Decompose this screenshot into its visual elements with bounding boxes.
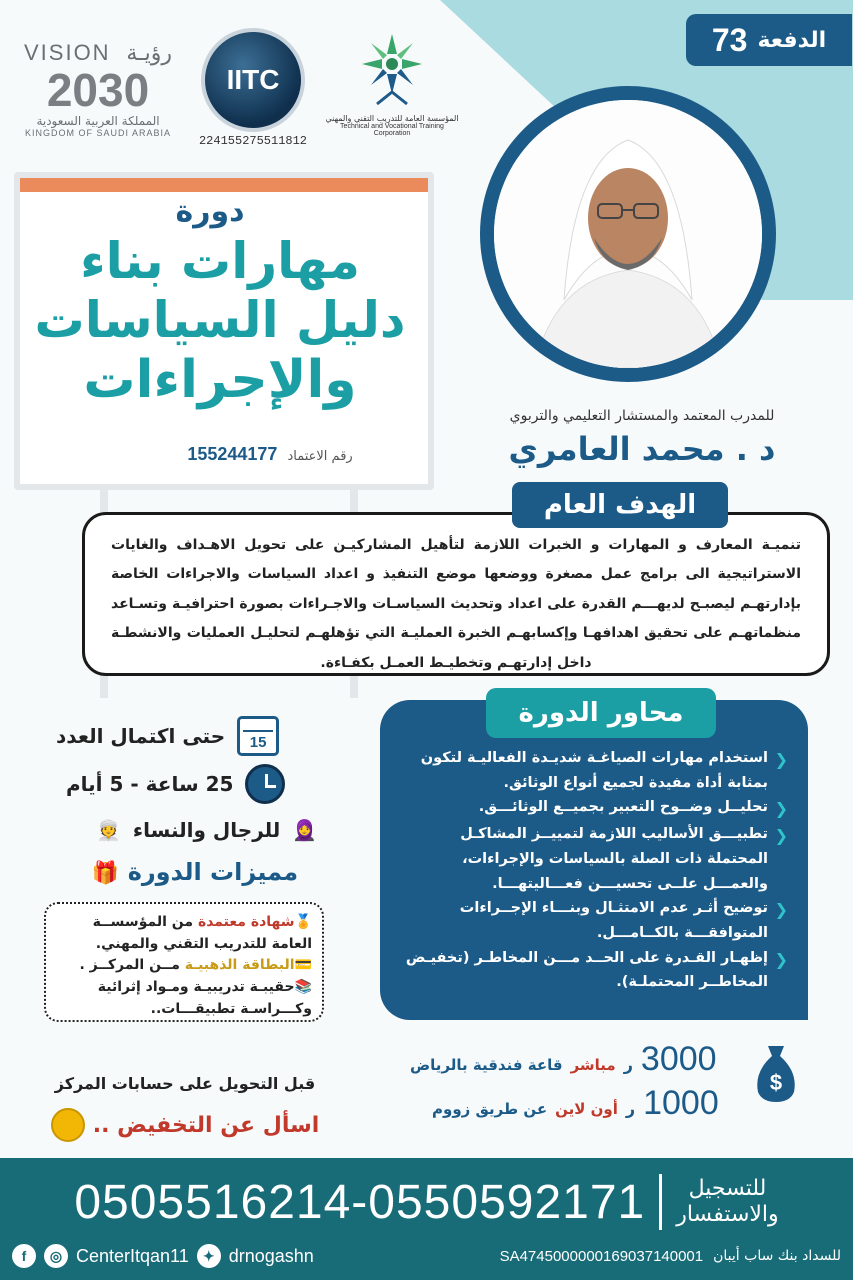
course-title: [20, 232, 420, 411]
trainer-subtitle: للمدرب المعتمد والمستشار التعليمي والتربوي: [509, 408, 775, 424]
price-place: عن طريق زووم: [432, 1100, 548, 1118]
course-prefix: دورة: [175, 194, 245, 229]
iban-number: SA4745000000169037140001: [499, 1247, 704, 1265]
discount-note: [40, 1108, 330, 1142]
audience-text: للرجال والنساء: [132, 818, 281, 842]
list-item: [398, 946, 788, 995]
social-links: [12, 1244, 314, 1268]
course-title-line1: مهارات بناء: [80, 232, 360, 290]
calendar-day: 15: [249, 734, 267, 751]
footer-divider: [659, 1174, 662, 1230]
man-icon: 👳: [96, 818, 121, 842]
card-icon: 💳: [294, 957, 312, 974]
cert-value: 155244177: [187, 444, 278, 464]
chevron-left-icon: ❮: [774, 799, 788, 819]
price-amount: 3000: [640, 1040, 717, 1078]
price-place: قاعة فندقية بالرياض: [410, 1056, 563, 1074]
gift-icon: 🎁: [91, 861, 120, 886]
handle-drnogashn[interactable]: drnogashn: [228, 1245, 314, 1266]
trainer-portrait-icon: [494, 100, 762, 368]
discount-text: اسأل عن التخفيض ..: [92, 1112, 320, 1138]
bank-info: [500, 1248, 841, 1265]
audience-row: [96, 818, 317, 842]
svg-text:$: $: [769, 1070, 783, 1095]
footer-sub: [0, 1236, 853, 1276]
tvtc-name-en: Technical and Vocational Training Corporation: [340, 123, 444, 137]
course-title-line2: دليل السياسات: [34, 291, 406, 349]
facebook-icon[interactable]: f: [12, 1244, 36, 1268]
vision-country-ar: المملكة العربية السعودية: [36, 114, 160, 128]
woman-icon: 🧕: [292, 818, 318, 842]
price-currency: ر: [623, 1055, 633, 1074]
batch-label: الدفعة: [757, 27, 827, 53]
tvtc-name-ar: المؤسسة العامة للتدريب التقني والمهني: [325, 114, 459, 123]
chevron-left-icon: ❮: [774, 900, 788, 920]
trainer-photo: [494, 100, 762, 368]
money-bag-icon: [752, 1042, 800, 1104]
axis-text: استخدام مهارات الصياغـة شديـدة الفعاليـة لتكون بمثابة أداة مفيدة لجميع أنواع الوثائق.: [420, 750, 768, 791]
itc-text: IITC: [226, 64, 280, 95]
feature-cert-rest: من المؤسســة العامة للتدريب التقني والمهني.: [92, 914, 312, 952]
twitter-icon[interactable]: ✦: [197, 1244, 221, 1268]
trainer-name: د . محمد العامري: [508, 430, 776, 468]
register-label: [676, 1176, 778, 1229]
vision-year: 2030: [46, 64, 150, 116]
features-box: [44, 902, 324, 1022]
goal-box: [82, 512, 830, 676]
price-amount: 1000: [643, 1084, 719, 1122]
phone-numbers[interactable]: 0505516214-0550592171: [74, 1175, 646, 1229]
feature-bag-text: حقيبـة تدريبيـة ومـواد إثرائية وكـــراسـة تطبيقـــات..: [97, 979, 312, 1017]
instagram-icon[interactable]: ◎: [44, 1244, 68, 1268]
registration-row: [56, 716, 279, 756]
list-item: [398, 795, 788, 822]
price-mode: مباشر: [570, 1056, 616, 1074]
list-item: [398, 896, 788, 945]
cert-label: رقم الاعتماد: [287, 449, 353, 464]
feature-cert-highlight: شهادة معتمدة: [197, 914, 295, 930]
handle-centeritqan[interactable]: CenterItqan11: [76, 1245, 189, 1266]
tvtc-logo: [322, 30, 462, 150]
itc-code: 224155275511812: [198, 134, 308, 148]
register-line2: والاستفسار: [676, 1202, 779, 1227]
whiteboard-header: [20, 178, 428, 192]
axis-text: تطبيـــق الأساليب اللازمة لتمييــز المشاكـل المحتملة ذات الصلة بالسياسات والإجراءات، والعمـــل علــى تحسيـــن فعـــاليتهـــا.: [460, 826, 768, 892]
price-currency: ر: [625, 1099, 636, 1118]
feature-certificate: [56, 912, 312, 955]
axes-title: محاور الدورة: [486, 688, 716, 738]
iban-label: للسداد بنك ساب أيبان: [713, 1248, 841, 1264]
goal-title: الهدف العام: [512, 482, 728, 528]
axes-panel: [380, 700, 808, 1020]
certification-number: [130, 444, 410, 465]
registration-text: حتى اكتمال العدد: [56, 724, 226, 748]
features-title-text: مميزات الدورة: [127, 858, 299, 886]
axes-list: [398, 746, 788, 995]
footer-contact: [0, 1164, 853, 1240]
duration-text: 25 ساعة - 5 أيام: [66, 772, 234, 796]
duration-row: [66, 764, 285, 804]
itc-badge: [201, 28, 305, 132]
vision-word-ar: رؤيـة: [126, 40, 172, 65]
trainer-photo-frame: [480, 86, 776, 382]
coin-icon: [51, 1108, 85, 1142]
itc-logo: [198, 28, 308, 150]
calendar-icon: [237, 716, 279, 756]
features-title: [60, 858, 330, 886]
chevron-left-icon: ❮: [774, 750, 788, 769]
vision-country-en: KINGDOM OF SAUDI ARABIA: [24, 128, 172, 138]
transfer-note: قبل التحويل على حسابات المركز: [54, 1074, 316, 1093]
medal-icon: 🏅: [294, 914, 312, 930]
feature-card-highlight: البطاقة الذهبيـة: [184, 957, 295, 974]
vision-word-en: VISION: [24, 40, 111, 65]
axis-text: إظهـار القـدرة على الحــد مـــن المخاطـر (تخفيـض المخاطــر المحتملـة).: [405, 949, 768, 991]
register-line1: للتسجيل: [688, 1175, 767, 1201]
list-item: [398, 746, 788, 795]
batch-number: 73: [711, 21, 748, 58]
axis-text: توضيح أثـر عدم الامتثـال وبنـــاء الإجــراءات المتوافقـــة بالكــامـــل.: [459, 900, 768, 942]
tvtc-star-icon: [357, 30, 427, 110]
vision-2030-logo: [18, 40, 178, 150]
chevron-left-icon: ❮: [774, 826, 788, 846]
feature-card: [56, 955, 312, 977]
price-mode: أون لاين: [555, 1100, 618, 1118]
price-row-online: [432, 1084, 719, 1123]
chevron-left-icon: ❮: [774, 949, 788, 969]
axis-text: تحليــل وضــوح التعبير بجميــع الوثائـــق.: [478, 799, 768, 816]
clock-icon: [245, 764, 285, 804]
books-icon: 📚: [294, 979, 312, 996]
feature-bag: [56, 977, 312, 1020]
goal-text: تنميـة المعارف و المهارات و الخبرات اللازمة لتأهيل المشاركيـن على تحويل الاهـداف والغايات الاستراتيجية الى برامج عمل مصغرة ووضعها موضع التنفيذ و اعداد السياسات والاجراءات الخاصة بإدارتهـم ليصبـح لديهـــم القدرة على اعداد وتحديث السياسـات والاجـراءات بصورة احترافيـة وتسـاعد منظماتهـم على تحقيق اهدافهـا وإكسابهـم الخبرة العمليـة التي تؤهلهـم لتحليـل العمليات والانشطـة داخل إدارتهـم وتخطيـط العمـل بكفـاءة.: [111, 537, 801, 671]
course-title-line3: والإجراءات: [83, 350, 357, 410]
feature-card-rest: مــن المركــز .: [79, 957, 185, 974]
batch-badge: [686, 14, 852, 66]
price-row-direct: [410, 1040, 717, 1079]
list-item: [398, 822, 788, 896]
